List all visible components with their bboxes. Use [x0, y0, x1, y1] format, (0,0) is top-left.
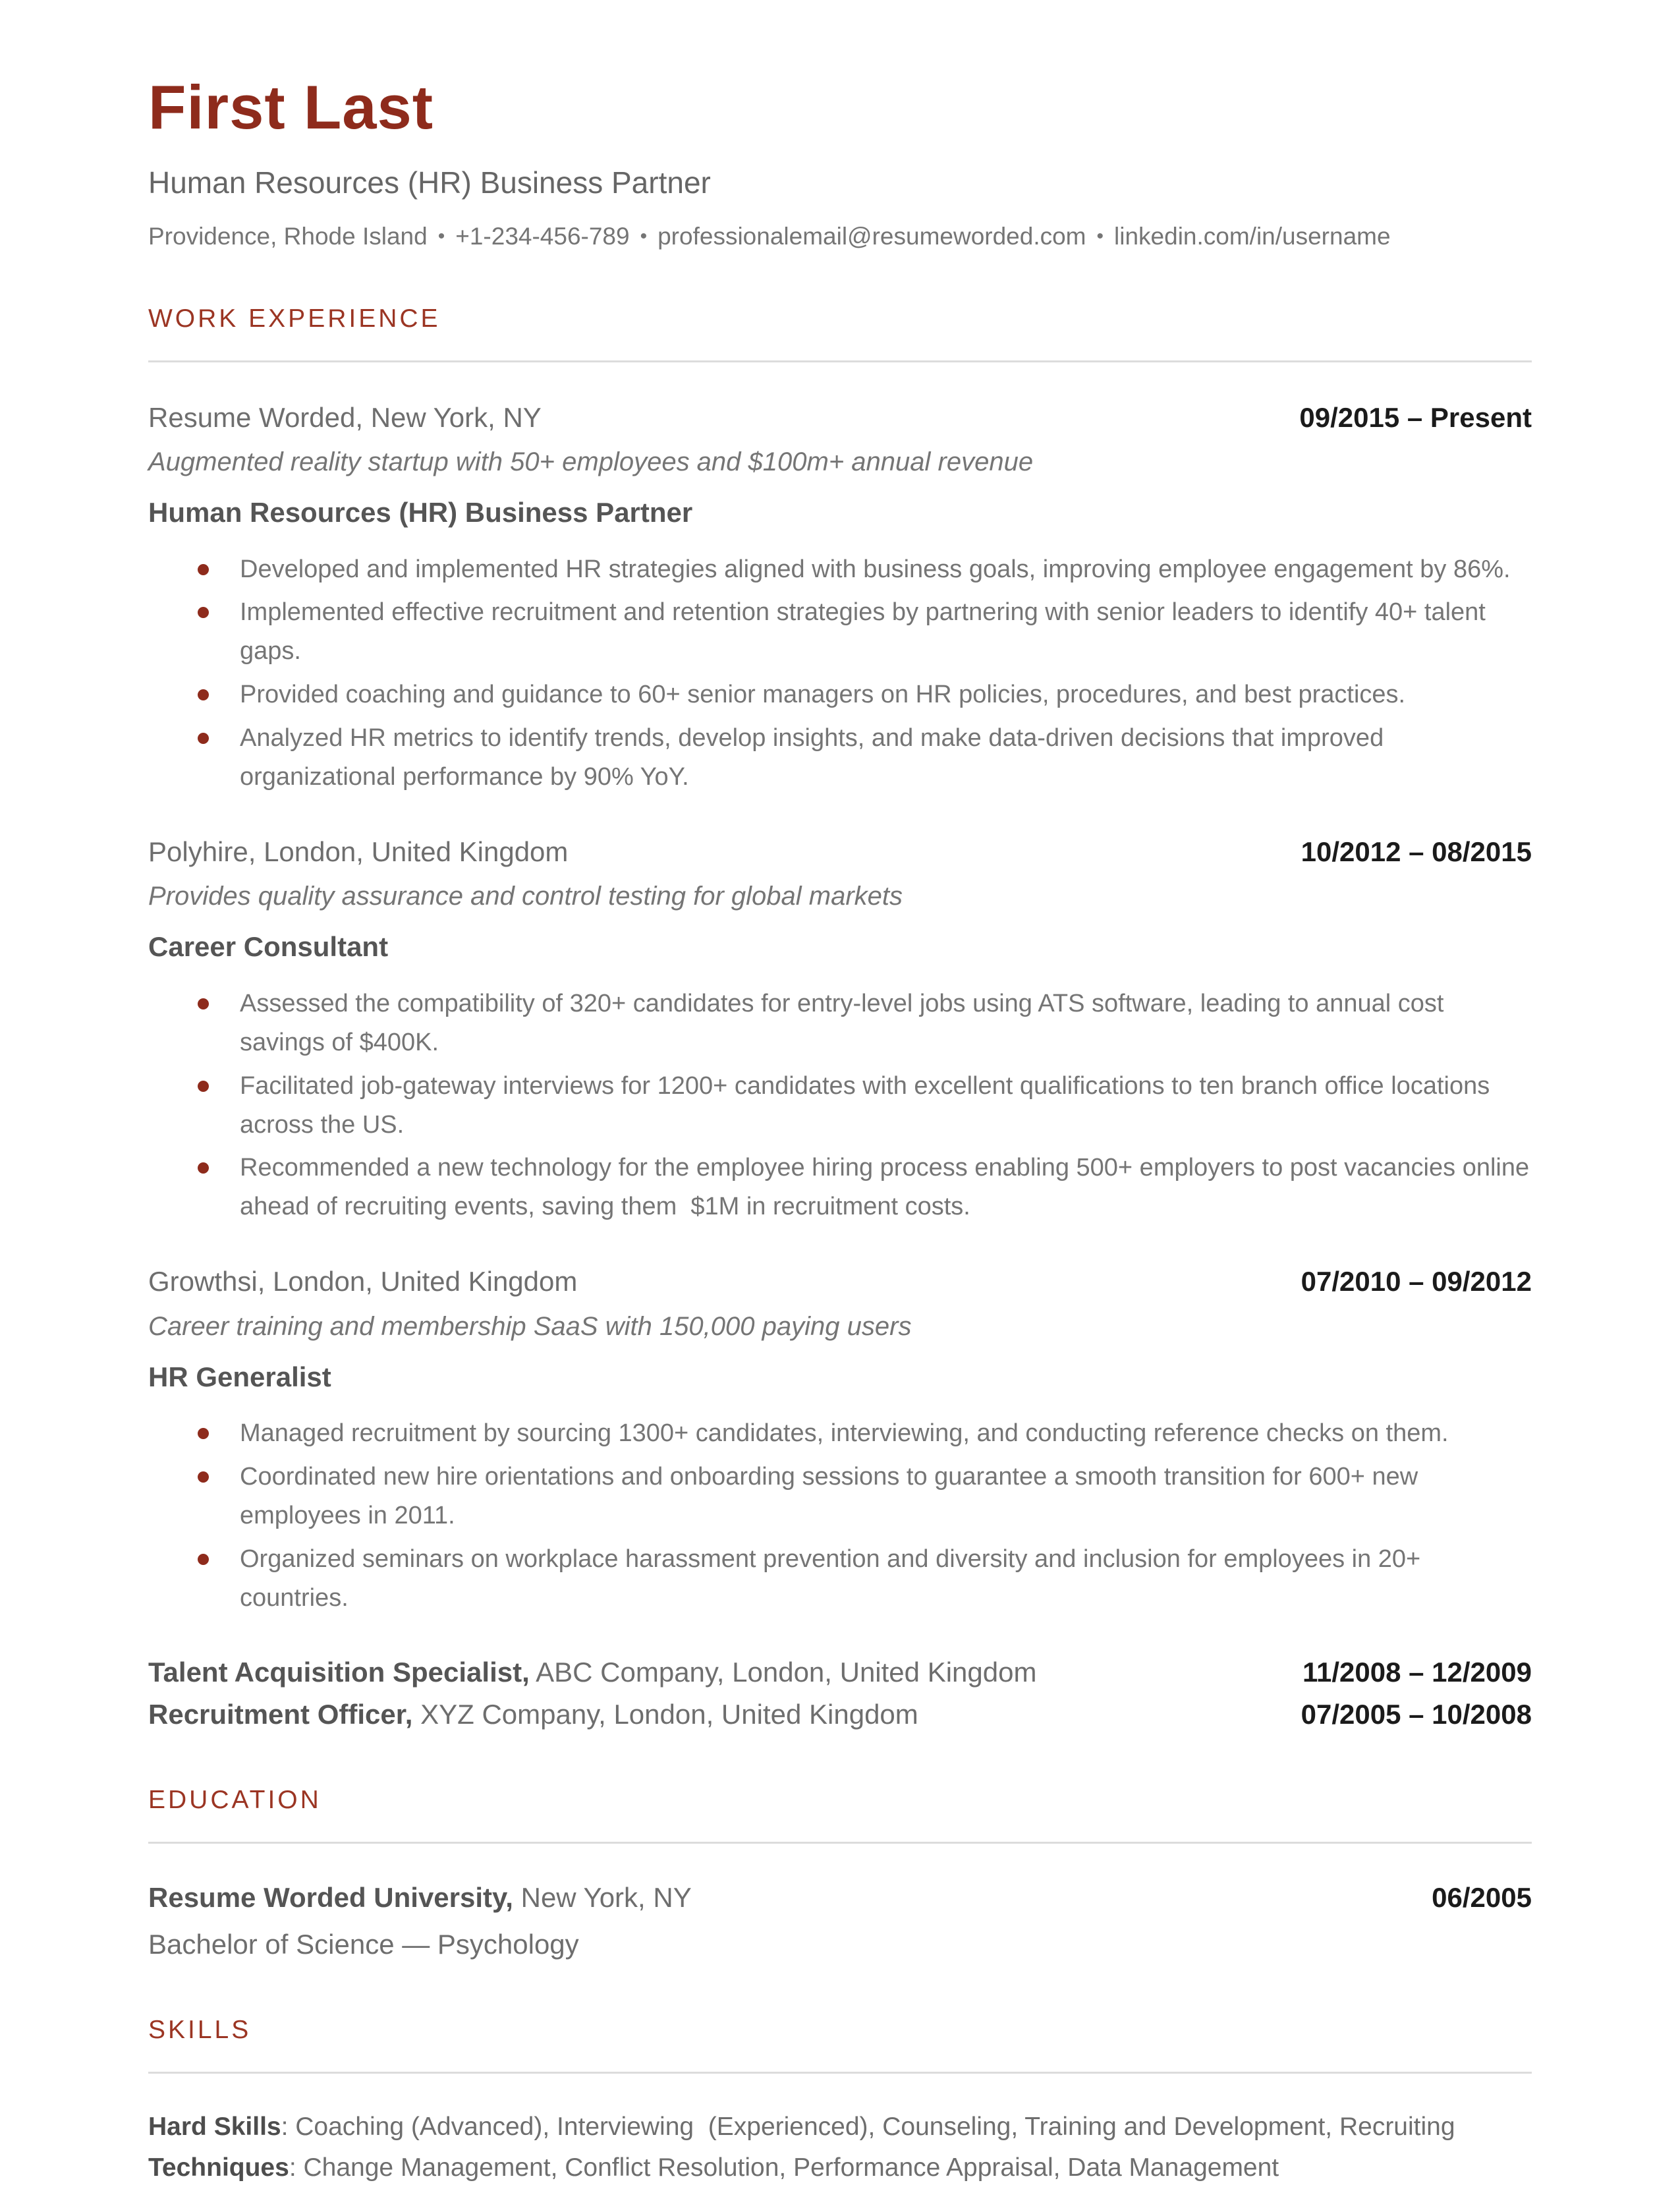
education-school: Resume Worded University,: [148, 1881, 513, 1913]
job-company-description: Provides quality assurance and control testing for global markets: [148, 882, 903, 911]
job-company: Polyhire, London, United Kingdom: [148, 836, 569, 867]
earlier-role-row: [148, 1697, 1532, 1733]
job-dates: 09/2015 – Present: [1299, 401, 1532, 433]
section-divider: [148, 2072, 1532, 2074]
section-heading-skills: SKILLS: [148, 2016, 252, 2044]
job-role-title: Career Consultant: [148, 931, 389, 963]
earlier-role-dates: 11/2008 – 12/2009: [1302, 1656, 1532, 1688]
skills-category-label: Techniques: [148, 2153, 289, 2182]
skills-line-hard-skills: [148, 2107, 1532, 2147]
job-company-description: Augmented reality startup with 50+ employees and $100m+ annual revenue: [148, 447, 1034, 477]
job-entry: [148, 1265, 1532, 1617]
contact-separator-icon: •: [437, 225, 445, 248]
education-location: New York, NY: [513, 1881, 692, 1913]
job-bullet: Assessed the compatibility of 320+ candidates for entry-level jobs using ATS software, leading to annual cost savings of $400K.: [198, 984, 1532, 1062]
section-divider: [148, 360, 1532, 362]
bullet-dot-icon: [198, 1162, 209, 1174]
job-bullet: Organized seminars on workplace harassment prevention and diversity and inclusion for employees in 20+ countries.: [198, 1540, 1532, 1618]
job-bullet-list: [198, 1414, 1532, 1617]
bullet-dot-icon: [198, 1471, 209, 1483]
skills-category-label: Hard Skills: [148, 2113, 281, 2141]
job-company: Growthsi, London, United Kingdom: [148, 1266, 578, 1297]
job-bullet: Coordinated new hire orientations and onboarding sessions to guarantee a smooth transition for 600+ new employees in 2011.: [198, 1458, 1532, 1535]
job-bullet-list: [198, 550, 1532, 797]
job-role-title: HR Generalist: [148, 1361, 331, 1392]
contact-separator-icon: •: [1096, 225, 1104, 248]
earlier-roles: [148, 1655, 1532, 1733]
earlier-role-title: Recruitment Officer,: [148, 1699, 413, 1730]
job-dates: 10/2012 – 08/2015: [1301, 836, 1532, 867]
bullet-dot-icon: [198, 564, 209, 575]
job-bullet: Developed and implemented HR strategies aligned with business goals, improving employee engagement by 86%.: [198, 550, 1532, 589]
bullet-dot-icon: [198, 998, 209, 1009]
skills-category-values: : Change Management, Conflict Resolution, Performance Appraisal, Data Management: [289, 2153, 1279, 2182]
job-role-title: Human Resources (HR) Business Partner: [148, 497, 693, 528]
job-bullet: Implemented effective recruitment and retention strategies by partnering with senior leaders to identify 40+ talent gaps.: [198, 593, 1532, 671]
bullet-dot-icon: [198, 1554, 209, 1565]
section-divider: [148, 1842, 1532, 1844]
contact-separator-icon: •: [640, 225, 648, 248]
skills-body: [148, 2107, 1532, 2189]
job-company: Resume Worded, New York, NY: [148, 401, 542, 433]
contact-linkedin-link[interactable]: linkedin.com/in/username: [1114, 223, 1391, 250]
skills-line-techniques: [148, 2147, 1532, 2188]
job-bullet: Facilitated job-gateway interviews for 1200+ candidates with excellent qualifications to ten branch office locations across the US.: [198, 1067, 1532, 1145]
bullet-dot-icon: [198, 733, 209, 744]
bullet-dot-icon: [198, 607, 209, 618]
earlier-role-company: XYZ Company, London, United Kingdom: [412, 1699, 918, 1730]
job-bullet: Recommended a new technology for the employee hiring process enabling 500+ employers to post vacancies online ahead of recruiting events, saving them $1M in recruitment costs.: [198, 1149, 1532, 1226]
headline-job-title: Human Resources (HR) Business Partner: [148, 165, 711, 200]
bullet-dot-icon: [198, 1428, 209, 1439]
bullet-dot-icon: [198, 1081, 209, 1092]
contact-email-link[interactable]: professionalemail@resumeworded.com: [658, 223, 1086, 250]
job-entry: [148, 401, 1532, 797]
education-dates: 06/2005: [1432, 1881, 1532, 1913]
person-name: First Last: [148, 72, 434, 142]
job-bullet: Managed recruitment by sourcing 1300+ candidates, interviewing, and conducting reference checks on them.: [198, 1414, 1532, 1453]
job-entry: [148, 835, 1536, 1226]
job-company-description: Career training and membership SaaS with 150,000 paying users: [148, 1311, 912, 1341]
job-bullet-list: [198, 984, 1536, 1226]
skills-category-values: : Coaching (Advanced), Interviewing (Experienced), Counseling, Training and Development, Recruiting: [281, 2113, 1455, 2141]
section-heading-work-experience: WORK EXPERIENCE: [148, 304, 441, 333]
job-dates: 07/2010 – 09/2012: [1301, 1266, 1532, 1297]
earlier-role-company: ABC Company, London, United Kingdom: [529, 1656, 1037, 1688]
bullet-dot-icon: [198, 689, 209, 700]
education-degree: Bachelor of Science — Psychology: [148, 1929, 579, 1960]
contact-line: [148, 222, 1532, 251]
contact-location: Providence, Rhode Island: [148, 223, 428, 250]
job-bullet: Provided coaching and guidance to 60+ senior managers on HR policies, procedures, and best practices.: [198, 675, 1532, 714]
earlier-role-row: [148, 1655, 1532, 1691]
education-entry: [148, 1881, 1532, 1963]
earlier-role-title: Talent Acquisition Specialist,: [148, 1656, 530, 1688]
contact-phone: +1-234-456-789: [455, 223, 630, 250]
section-heading-education: EDUCATION: [148, 1785, 322, 1814]
job-bullet: Analyzed HR metrics to identify trends, develop insights, and make data-driven decisions that improved organizational performance by 90% YoY.: [198, 719, 1532, 797]
earlier-role-dates: 07/2005 – 10/2008: [1301, 1699, 1532, 1730]
